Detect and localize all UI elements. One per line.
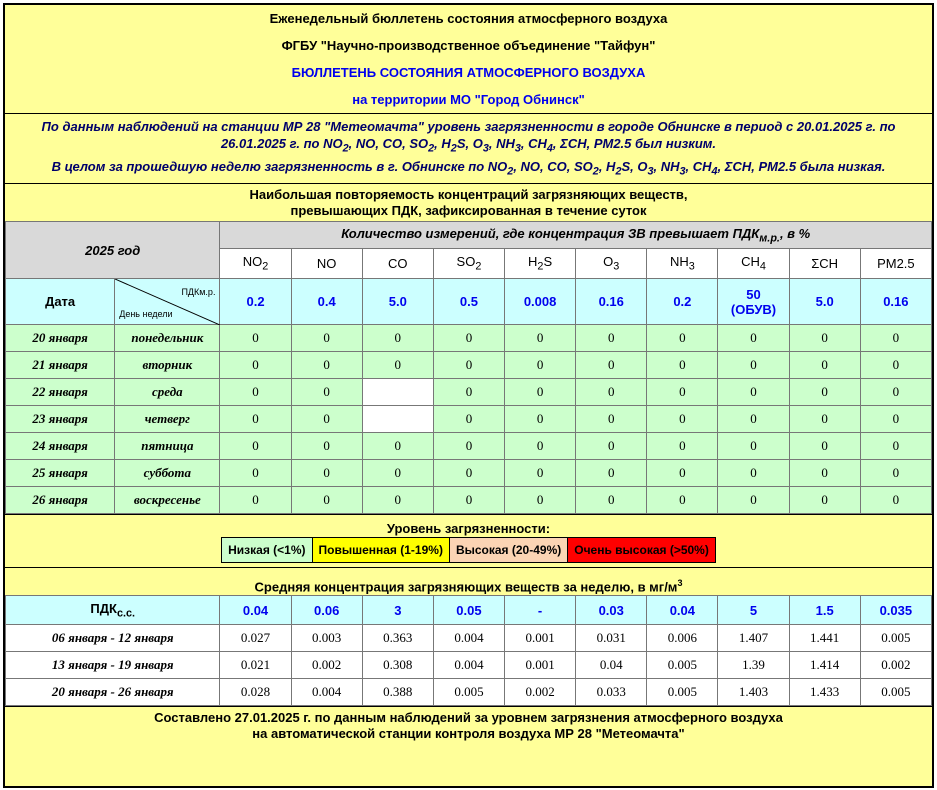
date-label: Дата bbox=[6, 279, 115, 325]
exceedance-cell: 0 bbox=[291, 379, 362, 406]
repeatability-line-2: превышающих ПДК, зафиксированная в течение суток bbox=[290, 203, 647, 219]
exceedance-cell: 0 bbox=[362, 325, 433, 352]
exceedance-cell: 0 bbox=[220, 406, 291, 433]
average-value: 1.414 bbox=[789, 652, 860, 679]
exceedance-cell: 0 bbox=[860, 379, 931, 406]
exceedance-cell: 0 bbox=[362, 352, 433, 379]
average-value: 0.028 bbox=[220, 679, 291, 706]
header-territory: на территории МО "Город Обнинск" bbox=[352, 92, 585, 107]
exceedance-cell: 0 bbox=[220, 379, 291, 406]
exceedance-cell: 0 bbox=[433, 433, 504, 460]
exceedance-cell: 0 bbox=[505, 325, 576, 352]
exceedance-cell: 0 bbox=[362, 433, 433, 460]
average-value: 0.033 bbox=[576, 679, 647, 706]
average-value: 0.308 bbox=[362, 652, 433, 679]
average-value: 0.021 bbox=[220, 652, 291, 679]
pdk-mr-value bbox=[220, 279, 291, 325]
pdk-cc-value: 0.04 bbox=[647, 596, 718, 625]
pdk-cc-value: 0.04 bbox=[220, 596, 291, 625]
pdk-mr-number: 0.2 bbox=[673, 294, 692, 310]
pollutant-name: O bbox=[603, 254, 614, 270]
diag-day-label: День недели bbox=[119, 309, 173, 320]
exceedance-cell: 0 bbox=[291, 406, 362, 433]
pollutant-header bbox=[433, 249, 504, 279]
header-line-2: ФГБУ "Научно-производственное объединение "Тайфун" bbox=[281, 38, 656, 53]
pdk-mr-value bbox=[362, 279, 433, 325]
pollutant-name: SO bbox=[456, 254, 476, 270]
pdk-mr-number: 0.5 bbox=[459, 294, 478, 310]
exceedance-cell bbox=[362, 406, 433, 433]
pdk-mr-number: 0.16 bbox=[883, 294, 909, 310]
exceedance-cell: 0 bbox=[433, 379, 504, 406]
exceedance-cell: 0 bbox=[647, 487, 718, 514]
pdk-mr-value bbox=[647, 279, 718, 325]
pollution-level-legend bbox=[5, 514, 932, 567]
exceedance-cell: 0 bbox=[576, 379, 647, 406]
row-weekday: суббота bbox=[115, 460, 220, 487]
exceedance-cell: 0 bbox=[505, 352, 576, 379]
pollutant-name: CH bbox=[741, 254, 760, 270]
exceedance-cell: 0 bbox=[789, 379, 860, 406]
pollutant-header bbox=[220, 249, 291, 279]
exceedance-cell: 0 bbox=[433, 487, 504, 514]
pdk-mr-value bbox=[860, 279, 931, 325]
exceedance-cell: 0 bbox=[860, 406, 931, 433]
exceedance-cell: 0 bbox=[789, 487, 860, 514]
bulletin-sheet bbox=[3, 3, 934, 788]
row-date: 25 января bbox=[6, 460, 115, 487]
exceedance-cell: 0 bbox=[505, 460, 576, 487]
exceedance-cell: 0 bbox=[362, 460, 433, 487]
pollutant-subscript: 4 bbox=[759, 260, 766, 273]
exceedance-cell: 0 bbox=[433, 406, 504, 433]
exceedance-cell: 0 bbox=[647, 406, 718, 433]
exceedance-cell: 0 bbox=[220, 325, 291, 352]
average-value: 0.005 bbox=[647, 652, 718, 679]
count-title: Количество измерений, где концентрация ЗВ превышает $ПДК_{м.р.}$, в % bbox=[220, 222, 932, 249]
average-value: 1.403 bbox=[718, 679, 789, 706]
exceedance-cell: 0 bbox=[860, 460, 931, 487]
average-value: 1.407 bbox=[718, 625, 789, 652]
footer-line-2: на автоматической станции контроля воздуха МР 28 "Метеомачта" bbox=[252, 726, 685, 742]
average-value: 1.433 bbox=[789, 679, 860, 706]
exceedance-cell: 0 bbox=[647, 325, 718, 352]
table-row bbox=[6, 487, 932, 514]
pdk-mr-number: 0.008 bbox=[523, 294, 557, 310]
exceedance-cell: 0 bbox=[789, 325, 860, 352]
pollutant-subscript: 2 bbox=[475, 260, 482, 273]
exceedance-cell: 0 bbox=[860, 433, 931, 460]
exceedance-cell: 0 bbox=[505, 433, 576, 460]
diag-pdk-label: ПДКм.р. bbox=[181, 287, 216, 298]
exceedance-cell: 0 bbox=[362, 487, 433, 514]
average-value: 0.005 bbox=[433, 679, 504, 706]
table-row bbox=[6, 460, 932, 487]
row-date: 24 января bbox=[6, 433, 115, 460]
average-value: 0.04 bbox=[576, 652, 647, 679]
pollutant-name: CO bbox=[388, 256, 408, 272]
intro-sentence-2: В целом за прошедшую неделю загрязненность в г. Обнинске по $NO_2$, NO, CO, $SO_2$, $H_2S$, $O_3$, $NH_3$, $CH_4$, ΣCH, PM2.5 была низкая. bbox=[51, 158, 886, 178]
pdk-mr-number: 0.2 bbox=[246, 294, 265, 310]
legend-item: Высокая (20-49%) bbox=[449, 538, 567, 563]
row-date: 26 января bbox=[6, 487, 115, 514]
pdk-cc-value: 5 bbox=[718, 596, 789, 625]
average-value: 0.001 bbox=[505, 652, 576, 679]
pdk-mr-value bbox=[789, 279, 860, 325]
exceedance-cell: 0 bbox=[220, 460, 291, 487]
exceedance-cell: 0 bbox=[505, 406, 576, 433]
pdk-mr-number: 5.0 bbox=[388, 294, 407, 310]
pdk-cc-label: $ПДК_{с.с.}$ bbox=[6, 596, 220, 625]
row-weekday: среда bbox=[115, 379, 220, 406]
pdk-cc-value: 0.05 bbox=[433, 596, 504, 625]
exceedance-cell: 0 bbox=[718, 406, 789, 433]
row-date: 23 января bbox=[6, 406, 115, 433]
exceedance-cell: 0 bbox=[860, 352, 931, 379]
table-row bbox=[6, 406, 932, 433]
average-value: 0.005 bbox=[860, 679, 931, 706]
average-value: 0.027 bbox=[220, 625, 291, 652]
pollutant-name: NO bbox=[316, 256, 337, 272]
average-value: 0.004 bbox=[291, 679, 362, 706]
pdk-mr-value bbox=[291, 279, 362, 325]
legend-item: Повышенная (1-19%) bbox=[312, 538, 449, 563]
pdk-mr-value bbox=[576, 279, 647, 325]
pollutant-header bbox=[789, 249, 860, 279]
pdk-cc-value: 0.035 bbox=[860, 596, 931, 625]
exceedance-cell: 0 bbox=[291, 487, 362, 514]
exceedance-cell: 0 bbox=[220, 433, 291, 460]
pdk-mr-number: 0.4 bbox=[317, 294, 336, 310]
pollutant-tail: S bbox=[543, 254, 553, 270]
pollutant-header bbox=[860, 249, 931, 279]
average-value: 0.004 bbox=[433, 625, 504, 652]
exceedance-cell: 0 bbox=[220, 487, 291, 514]
average-period: 20 января - 26 января bbox=[6, 679, 220, 706]
exceedance-cell: 0 bbox=[291, 352, 362, 379]
pollutant-subscript: 3 bbox=[688, 260, 695, 273]
row-weekday: воскресенье bbox=[115, 487, 220, 514]
legend-table bbox=[221, 537, 716, 563]
average-row bbox=[6, 625, 932, 652]
average-period: 13 января - 19 января bbox=[6, 652, 220, 679]
exceedance-cell: 0 bbox=[291, 460, 362, 487]
pdk-cc-value: 1.5 bbox=[789, 596, 860, 625]
pollutant-name: NO bbox=[242, 254, 263, 270]
average-value: 0.363 bbox=[362, 625, 433, 652]
row-weekday: пятница bbox=[115, 433, 220, 460]
pollutant-name: PM2.5 bbox=[877, 256, 915, 272]
exceedance-cell: 0 bbox=[291, 325, 362, 352]
row-weekday: понедельник bbox=[115, 325, 220, 352]
average-value: 0.004 bbox=[433, 652, 504, 679]
pollutant-subscript: 2 bbox=[537, 260, 544, 273]
pdk-mr-number: 0.16 bbox=[598, 294, 624, 310]
exceedance-cell: 0 bbox=[718, 460, 789, 487]
intro-text bbox=[5, 113, 932, 183]
footer-line-1: Составлено 27.01.2025 г. по данным наблюдений за уровнем загрязнения атмосферного воздуха bbox=[154, 710, 783, 726]
table-row bbox=[6, 433, 932, 460]
pollutant-subscript: 2 bbox=[262, 260, 269, 273]
year-label: 2025 год bbox=[6, 222, 220, 279]
pdk-mr-value bbox=[718, 279, 789, 325]
average-value: 0.005 bbox=[860, 625, 931, 652]
pdk-mr-value bbox=[433, 279, 504, 325]
header-title: БЮЛЛЕТЕНЬ СОСТОЯНИЯ АТМОСФЕРНОГО ВОЗДУХА bbox=[291, 65, 646, 80]
exceedance-cell: 0 bbox=[647, 433, 718, 460]
pollutant-name: NH bbox=[669, 254, 689, 270]
table-row bbox=[6, 352, 932, 379]
average-value: 1.441 bbox=[789, 625, 860, 652]
average-value: 0.388 bbox=[362, 679, 433, 706]
pollutant-header bbox=[718, 249, 789, 279]
average-value: 1.39 bbox=[718, 652, 789, 679]
pdk-mr-number: 50 bbox=[746, 286, 761, 302]
average-title: Средняя концентрация загрязняющих веществ за неделю, в $мг/м^3$ bbox=[5, 567, 932, 595]
table-row bbox=[6, 325, 932, 352]
exceedance-cell: 0 bbox=[433, 352, 504, 379]
average-row bbox=[6, 679, 932, 706]
average-value: 0.002 bbox=[291, 652, 362, 679]
pollutant-name: ΣCH bbox=[811, 256, 839, 272]
exceedance-cell: 0 bbox=[718, 379, 789, 406]
header-line-1: Еженедельный бюллетень состояния атмосферного воздуха bbox=[269, 11, 668, 26]
table-row bbox=[6, 379, 932, 406]
exceedance-cell: 0 bbox=[718, 325, 789, 352]
average-value: 0.002 bbox=[505, 679, 576, 706]
exceedance-cell: 0 bbox=[718, 487, 789, 514]
exceedance-cell: 0 bbox=[860, 487, 931, 514]
average-value: 0.001 bbox=[505, 625, 576, 652]
row-date: 22 января bbox=[6, 379, 115, 406]
exceedance-cell: 0 bbox=[789, 460, 860, 487]
exceedance-cell: 0 bbox=[505, 487, 576, 514]
pdk-mr-number: 5.0 bbox=[815, 294, 834, 310]
legend-item: Очень высокая (>50%) bbox=[568, 538, 716, 563]
exceedance-cell: 0 bbox=[647, 352, 718, 379]
row-weekday: вторник bbox=[115, 352, 220, 379]
pollutant-subscript: 3 bbox=[613, 260, 620, 273]
exceedance-cell: 0 bbox=[576, 433, 647, 460]
average-row bbox=[6, 652, 932, 679]
pdk-mr-note: (ОБУВ) bbox=[730, 301, 777, 317]
pdk-mr-value bbox=[505, 279, 576, 325]
row-date: 21 января bbox=[6, 352, 115, 379]
legend-title: Уровень загрязненности: bbox=[386, 521, 551, 537]
exceedance-cell: 0 bbox=[789, 406, 860, 433]
pollutant-name: H bbox=[528, 254, 538, 270]
pdk-cc-value: 3 bbox=[362, 596, 433, 625]
average-value: 0.031 bbox=[576, 625, 647, 652]
exceedance-cell: 0 bbox=[576, 406, 647, 433]
pdk-cc-value: - bbox=[505, 596, 576, 625]
exceedance-cell: 0 bbox=[291, 433, 362, 460]
average-value: 0.005 bbox=[647, 679, 718, 706]
exceedance-cell: 0 bbox=[647, 379, 718, 406]
row-weekday: четверг bbox=[115, 406, 220, 433]
exceedance-cell: 0 bbox=[647, 460, 718, 487]
exceedance-cell: 0 bbox=[576, 325, 647, 352]
repeatability-title bbox=[5, 183, 932, 221]
pdk-cc-value: 0.06 bbox=[291, 596, 362, 625]
pollutant-header bbox=[576, 249, 647, 279]
legend-item: Низкая (<1%) bbox=[222, 538, 312, 563]
exceedance-cell: 0 bbox=[505, 379, 576, 406]
exceedance-cell: 0 bbox=[789, 352, 860, 379]
average-value: 0.002 bbox=[860, 652, 931, 679]
exceedance-cell: 0 bbox=[576, 352, 647, 379]
average-period: 06 января - 12 января bbox=[6, 625, 220, 652]
pollutant-header bbox=[291, 249, 362, 279]
pollutant-header bbox=[647, 249, 718, 279]
row-date: 20 января bbox=[6, 325, 115, 352]
exceedance-cell: 0 bbox=[220, 352, 291, 379]
exceedance-cell: 0 bbox=[860, 325, 931, 352]
exceedance-table bbox=[5, 221, 932, 514]
average-value: 0.003 bbox=[291, 625, 362, 652]
exceedance-cell: 0 bbox=[576, 487, 647, 514]
pollutant-header bbox=[505, 249, 576, 279]
pdk-cc-value: 0.03 bbox=[576, 596, 647, 625]
exceedance-cell: 0 bbox=[718, 352, 789, 379]
footer-note bbox=[5, 706, 932, 745]
exceedance-cell: 0 bbox=[433, 460, 504, 487]
average-value: 0.006 bbox=[647, 625, 718, 652]
exceedance-cell: 0 bbox=[718, 433, 789, 460]
diagonal-header-cell bbox=[115, 279, 220, 325]
exceedance-cell: 0 bbox=[576, 460, 647, 487]
exceedance-cell: 0 bbox=[433, 325, 504, 352]
pollutant-header bbox=[362, 249, 433, 279]
average-concentration-table bbox=[5, 595, 932, 706]
exceedance-cell: 0 bbox=[789, 433, 860, 460]
bulletin-header bbox=[5, 5, 932, 113]
exceedance-cell bbox=[362, 379, 433, 406]
repeatability-line-1: Наибольшая повторяемость концентраций загрязняющих веществ, bbox=[249, 187, 688, 203]
intro-sentence-1: По данным наблюдений на станции МР 28 "Метеомачта" уровень загрязненности в городе Обнинске в период с 20.01.2025 г. по 26.01.2025 г. по $NO_2$, NO, CO, $SO_2$, $H_2S$, $O_3$, $NH_3$, $CH_4$, ΣCH, PM2.5 был низким. bbox=[41, 119, 896, 155]
